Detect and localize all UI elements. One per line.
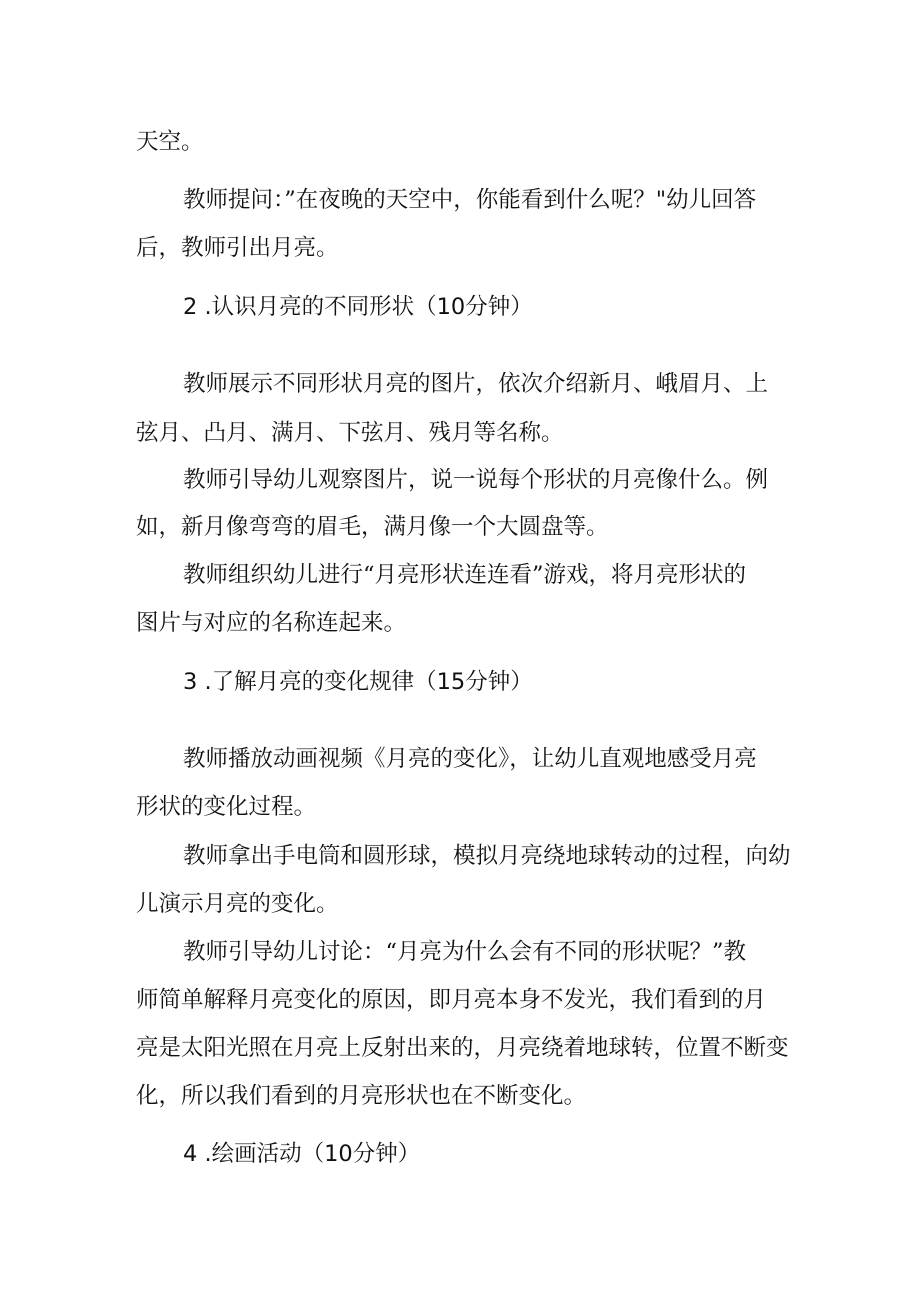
paragraph-line: 教师展示不同形状月亮的图片，依次介绍新月、峨眉月、上 [183,371,769,397]
paragraph-line: 形状的变化过程。 [136,794,317,820]
paragraph-line: 儿演示月亮的变化。 [136,891,339,917]
paragraph-line: 教师引导幼儿观察图片，说一说每个形状的月亮像什么。例 [183,467,769,493]
paragraph-line: 图片与对应的名称连起来。 [136,610,407,636]
paragraph-line: 化，所以我们看到的月亮形状也在不断变化。 [136,1083,587,1109]
paragraph-line: 教师组织幼儿进行“月亮形状连连看”游戏，将月亮形状的 [183,562,747,588]
paragraph-line: 弦月、凸月、满月、下弦月、残月等名称。 [136,420,564,446]
section-heading: 4 .绘画活动（10分钟） [183,1141,421,1167]
paragraph-line: 师简单解释月亮变化的原因，即月亮本身不发光，我们看到的月 [136,987,767,1013]
paragraph-line: 天空。 [136,129,204,155]
paragraph-line: 如，新月像弯弯的眉毛，满月像一个大圆盘等。 [136,514,609,540]
paragraph-line: 教师提问：”在夜晚的天空中，你能看到什么呢？"幼儿回答 [183,187,757,213]
section-heading: 2 .认识月亮的不同形状（10分钟） [183,294,533,320]
paragraph-line: 亮是太阳光照在月亮上反射出来的，月亮绕着地球转，位置不断变 [136,1035,789,1061]
paragraph-line: 后，教师引出月亮。 [136,235,339,261]
paragraph-line: 教师拿出手电筒和圆形球，模拟月亮绕地球转动的过程，向幼 [183,843,791,869]
section-heading: 3 .了解月亮的变化规律（15分钟） [183,669,533,695]
paragraph-line: 教师引导幼儿讨论：“月亮为什么会有不同的形状呢？”教 [183,939,747,965]
paragraph-line: 教师播放动画视频《月亮的变化》，让幼儿直观地感受月亮 [183,746,757,772]
